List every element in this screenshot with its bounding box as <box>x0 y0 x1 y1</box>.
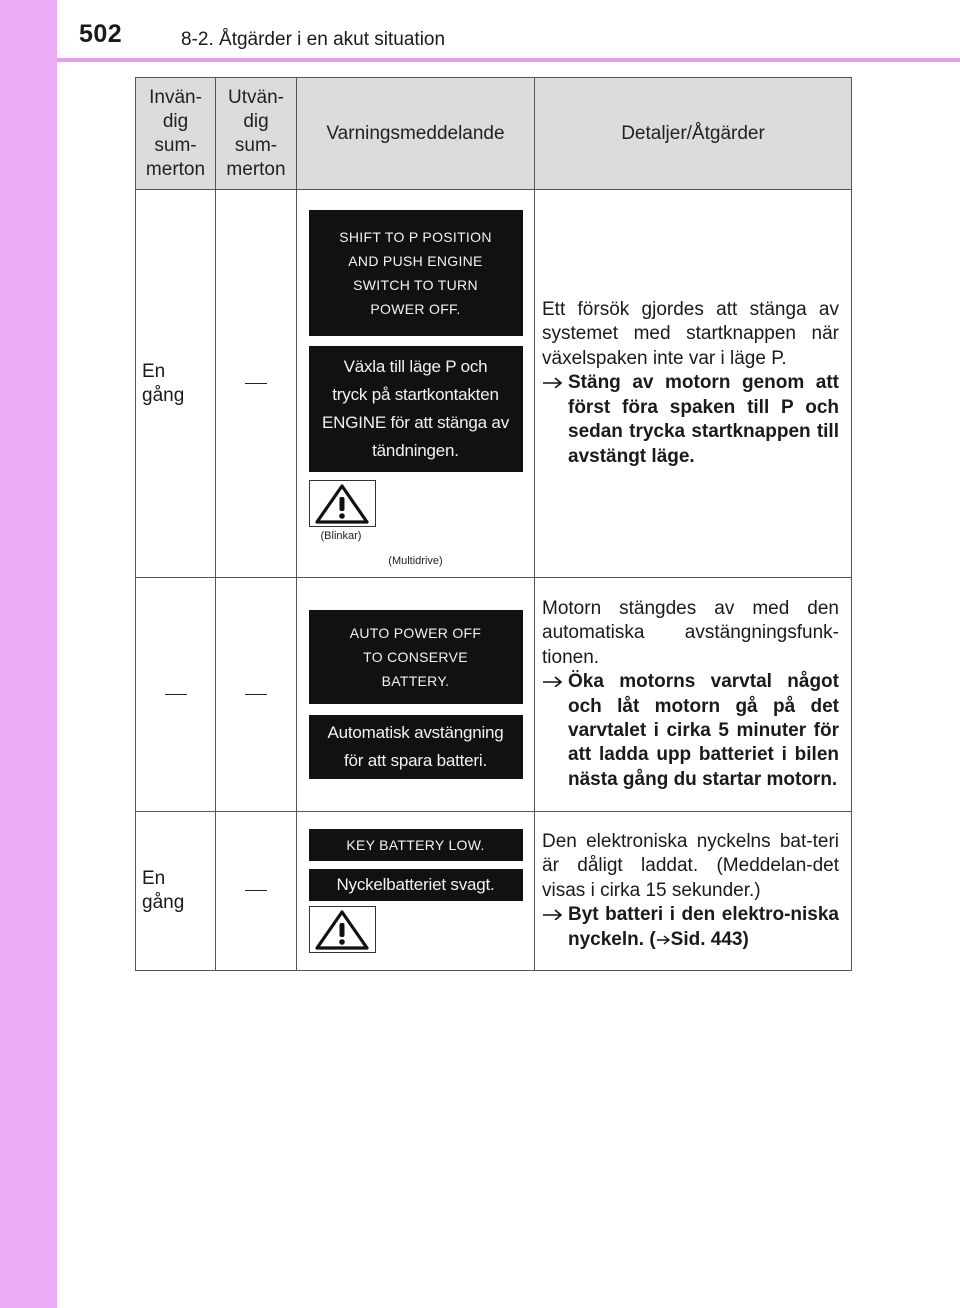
display-screen-en: SHIFT TO P POSITION AND PUSH ENGINE SWITCH TO TURN POWER OFF. <box>309 210 523 336</box>
page-number: 502 <box>79 20 123 48</box>
header-details: Detaljer/Åtgärder <box>535 78 852 190</box>
page-reference-link[interactable]: Sid. 443) <box>670 928 749 950</box>
detail-text: Motorn stängdes av med den automatiska avstängningsfunk-tionen. <box>542 597 839 668</box>
warning-triangle-icon <box>309 480 376 527</box>
header-outer-buzzer: Utvän- dig sum- merton <box>216 78 297 190</box>
display-screen-sv: Växla till läge P och tryck på startkontakten ENGINE för att stänga av tändningen. <box>309 346 523 472</box>
header-warning-message: Varningsmeddelande <box>297 78 535 190</box>
multidrive-note: (Multidrive) <box>388 555 443 567</box>
table-row <box>136 190 852 578</box>
action-item <box>542 670 839 792</box>
action-item <box>542 903 839 952</box>
outer-buzzer-cell <box>216 578 297 812</box>
inner-buzzer-cell <box>136 190 216 578</box>
blink-note: (Blinkar) <box>320 530 362 542</box>
warning-table <box>135 77 852 971</box>
action-text: Stäng av motorn genom att först föra spaken till P och sedan trycka startknappen till avstängt läge. <box>568 372 839 467</box>
table-row <box>136 812 852 971</box>
arrow-right-icon <box>542 371 568 395</box>
arrow-right-icon <box>542 903 568 927</box>
header-inner-buzzer: Invän- dig sum- merton <box>136 78 216 190</box>
display-screen-sv: Nyckelbatteriet svagt. <box>309 869 523 901</box>
dash-mark <box>245 694 267 695</box>
table-row <box>136 578 852 812</box>
action-text: Öka motorns varvtal något och låt motorn gå på det varvtalet i cirka 5 minuter för att ladda upp batteriet i bilen nästa gång du startar motorn. <box>568 671 839 790</box>
dash-mark <box>165 694 187 695</box>
arrow-right-icon <box>542 670 568 694</box>
inner-buzzer-value: En gång <box>142 360 185 406</box>
header-rule <box>57 58 960 62</box>
details-cell <box>535 812 852 971</box>
display-screen-sv: Automatisk avstängning för att spara batteri. <box>309 715 523 779</box>
dash-mark <box>245 890 267 891</box>
inner-buzzer-cell <box>136 812 216 971</box>
message-cell <box>297 190 535 578</box>
inner-buzzer-value: En gång <box>142 868 185 913</box>
inner-buzzer-cell <box>136 578 216 812</box>
detail-text: Ett försök gjordes att stänga av systemet med startknappen när växelspaken inte var i läge P. <box>542 299 839 369</box>
action-item <box>542 371 839 469</box>
dash-mark <box>245 383 267 384</box>
display-screen-en: KEY BATTERY LOW. <box>309 829 523 861</box>
table-header-row <box>136 78 852 190</box>
display-screen-en: AUTO POWER OFF TO CONSERVE BATTERY. <box>309 610 523 704</box>
side-accent-band <box>0 0 57 1308</box>
outer-buzzer-cell <box>216 812 297 971</box>
message-cell <box>297 812 535 971</box>
section-title: 8-2. Åtgärder i en akut situation <box>181 29 446 50</box>
message-cell <box>297 578 535 812</box>
details-cell <box>535 578 852 812</box>
arrow-right-icon <box>656 929 671 950</box>
details-cell <box>535 190 852 578</box>
outer-buzzer-cell <box>216 190 297 578</box>
action-text: Byt batteri i den elektro-niska nyckeln. ( Sid. 443) <box>568 904 839 950</box>
detail-text: Den elektroniska nyckelns bat-teri är dåligt laddat. (Meddelan-det visas i cirka 15 sekunder.) <box>542 830 839 901</box>
warning-triangle-icon <box>309 906 376 953</box>
